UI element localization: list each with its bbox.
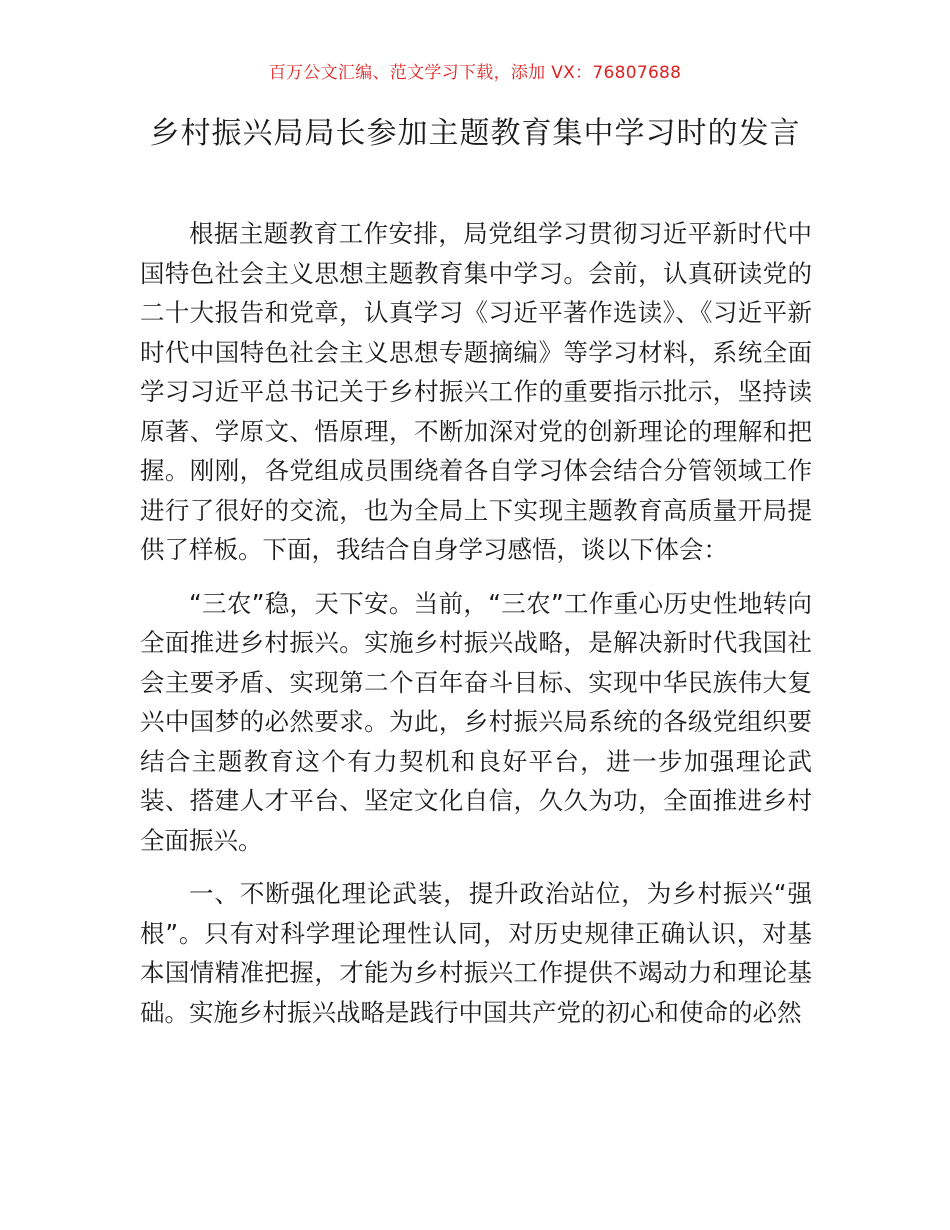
paragraph-1: 根据主题教育工作安排，局党组学习贯彻习近平新时代中国特色社会主义思想主题教育集中学习。会前，认真研读党的二十大报告和党章，认真学习《习近平著作选读》、《习近平新时代中国特色社会主义思想专题摘编》等学习材料，系统全面学习习近平总书记关于乡村振兴工作的重要指示批示，坚持读原著、学原文、悟原理，不断加深对党的创新理论的理解和把握。刚刚，各党组成员围绕着各自学习体会结合分管领域工作进行了很好的交流，也为全局上下实现主题教育高质量开局提供了样板。下面，我结合自身学习感悟，谈以下体会： [140, 219, 812, 564]
header-watermark: 百万公文汇编、范文学习下载，添加 VX：76807688 [268, 63, 682, 83]
paragraph-2: “三农”稳，天下安。当前，“三农”工作重心历史性地转向全面推进乡村振兴。实施乡村振兴战略，是解决新时代我国社会主要矛盾、实现第二个百年奋斗目标、实现中华民族伟大复兴中国梦的必然要求。为此，乡村振兴局系统的各级党组织要结合主题教育这个有力契机和良好平台，进一步加强理论武装、搭建人才平台、坚定文化自信，久久为功，全面推进乡村全面振兴。 [140, 588, 812, 855]
document-title: 乡村振兴局局长参加主题教育集中学习时的发言 [149, 116, 801, 151]
document-body [140, 214, 812, 1046]
paragraph-3: 一、不断强化理论武装，提升政治站位，为乡村振兴“强根”。只有对科学理论理性认同，对历史规律正确认识，对基本国情精准把握，才能为乡村振兴工作提供不竭动力和理论基础。实施乡村振兴战略是践行中国共产党的初心和使命的必然 [140, 879, 812, 1027]
